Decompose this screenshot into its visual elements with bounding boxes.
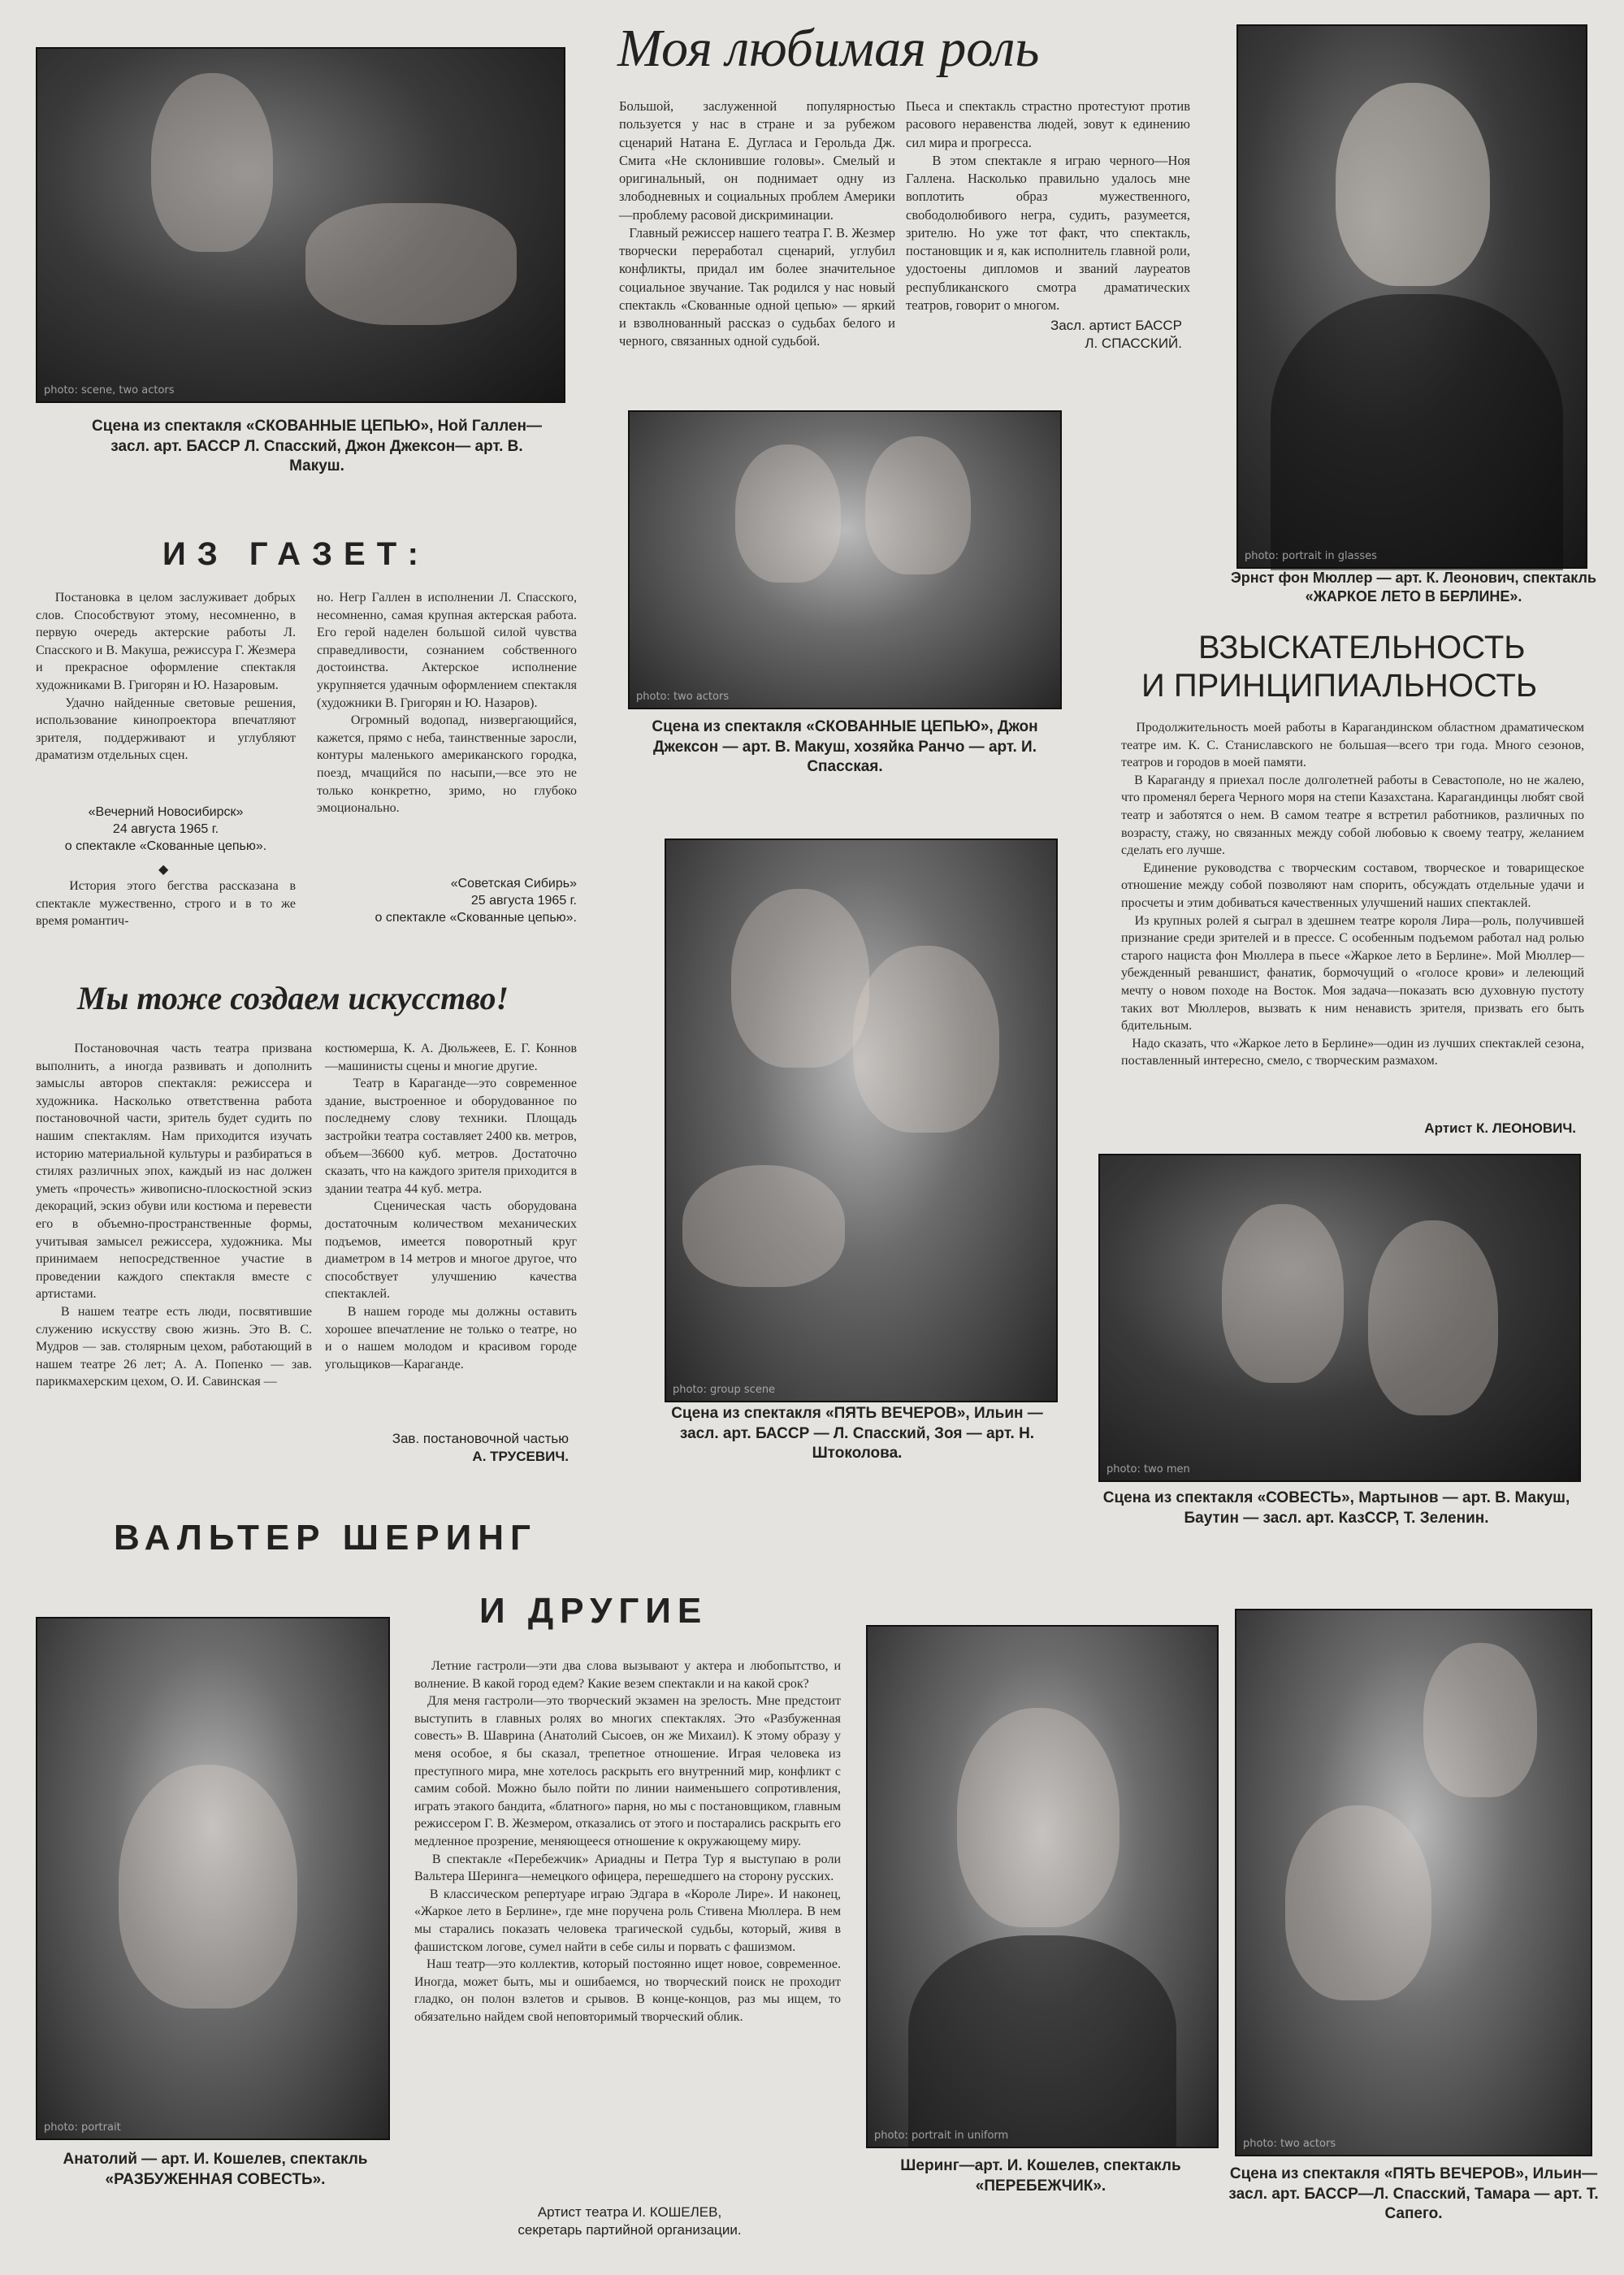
vzysk-signature: Артист К. ЛЕОНОВИЧ.: [1424, 1120, 1576, 1136]
divider-diamond: ◆: [158, 863, 169, 877]
caption-photo-5: Сцена из спектакля «СОВЕСТЬ», Мартынов — арт. В. Макуш, Баутин — засл. арт. КазССР, Т. Зеленин.: [1102, 1489, 1570, 1527]
iz-gazet-col-1: Постановка в целом заслуживает добрых слов. Способствуют этому, несомненно, в первую очередь актерские работы Л. Спасского и В. Макуша, режиссура Г. Жезмера и прекрасное оформление спектакля художниками В. Григорян и Ю. Назаровым. Удачно найденные световые решения, использование кинопроектора впечатляют зрителя, поддерживают и углубляют драматизм отдельных сцен.: [36, 591, 297, 763]
vzysk-heading-2: И ПРИНЦИПИАЛЬНОСТЬ: [1141, 668, 1538, 704]
lead-col-2: Пьеса и спектакль страстно протестуют против расового неравенства людей, зовут к единению сил мира и прогресса. В этом спектакле я играю черного—Ноя Галлена. Насколько правильно удалось мне воплотить образ мужественного, свободолюбивого негра, судить, разумеется, зрителю. Но уже тот факт, что спектакль, постановщик и я, как исполнитель главной роли, удостоены дипломов и званий лауреатов республиканского смотра драматических театров, говорит о многом.: [906, 98, 1190, 313]
shering-heading-1: ВАЛЬТЕР ШЕРИНГ: [114, 1518, 537, 1558]
shering-heading-2: И ДРУГИЕ: [479, 1591, 708, 1631]
my-tozhe-sig-title: Зав. постановочной частью: [392, 1431, 569, 1446]
caption-photo-6: Анатолий — арт. И. Кошелев, спектакль «РАЗБУЖЕННАЯ СОВЕСТЬ».: [63, 2151, 368, 2188]
iz-gazet-source-1: «Вечерний Новосибирск» 24 августа 1965 г. о спектакле «Скованные цепью».: [64, 805, 267, 853]
shering-signature: Артист театра И. КОШЕЛЕВ, секретарь партийной организации.: [518, 2204, 742, 2238]
photo-pyat-vecherov-1: photo: group scene: [665, 838, 1058, 1402]
caption-photo-1: Сцена из спектакля «СКОВАННЫЕ ЦЕПЬЮ», Ной Галлен—засл. арт. БАССР Л. Спасский, Джон Джексон— арт. В. Макуш.: [92, 418, 542, 475]
photo-sovest: photo: two men: [1098, 1154, 1581, 1482]
lead-signature: [906, 317, 1182, 353]
iz-gazet-source-2: «Советская Сибирь» 25 августа 1965 г. о спектакле «Скованные цепью».: [375, 877, 577, 925]
lead-col-1: Большой, заслуженной популярностью пользуется у нас в стране и за рубежом сценарий Натана Е. Дугласа и Герольда Дж. Смита «Не склонившие головы». Смелый и оригинальный, он поднимает одну из злободневных и социальных проблем Америки—проблему расовой дискриминации. Главный режиссер нашего театра Г. В. Жезмер творчески переработал сценарий, углубил конфликты, придал им более значительное социальное звучание. Так родился у нас новый спектакль «Скованные одной цепью» — яркий и взволнованный рассказ о судьбах белого и черного, связанных одной судьбой.: [619, 98, 895, 349]
iz-gazet-col-1b: История этого бегства рассказана в спектакле мужественно, строго и в то же время романтич-: [36, 879, 300, 929]
caption-photo-4: Сцена из спектакля «ПЯТЬ ВЕЧЕРОВ», Ильин — засл. арт. БАССР — Л. Спасский, Зоя — арт. Н. Штоколова.: [671, 1405, 1043, 1462]
lead-signature-title: Засл. артист БАССР: [1050, 318, 1182, 333]
photo-anatoliy: photo: portrait: [36, 1617, 390, 2140]
photo-skovannye-1: photo: scene, two actors: [36, 47, 565, 403]
page-headline: Моя любимая роль: [617, 19, 1040, 78]
caption-photo-8: Сцена из спектакля «ПЯТЬ ВЕЧЕРОВ», Ильин—засл. арт. БАССР—Л. Спасский, Тамара — арт. Т. Сапего.: [1228, 2165, 1599, 2223]
my-tozhe-signature: [325, 1430, 569, 1466]
photo-mueller-portrait: photo: portrait in glasses: [1236, 24, 1587, 569]
lead-signature-name: Л. СПАССКИЙ.: [1085, 336, 1182, 352]
vzysk-heading-1: ВЗЫСКАТЕЛЬНОСТЬ: [1198, 630, 1526, 665]
photo-pyat-vecherov-2: photo: two actors: [1235, 1609, 1592, 2156]
my-tozhe-col-1: Постановочная часть театра призвана выполнить, а иногда развивать и дополнить замыслы авторов спектакля: режиссера и художника. Насколько ответственна работа постановочной части, зритель будет судить по нашим спектаклям. Нам приходится изучать историю материальной культуры и разбираться в стилях различных эпох, каждый из нас должен уметь «прочесть» живописно-плоскостной эскиз декораций, эскиз обуви или костюма и перевести его в объемно-пространственные формы, учитывая замысел режиссера, художника. Мы принимаем непосредственное участие в проведении каждого спектакля вместе с артистами. В нашем театре есть люди, посвятившие служению искусству свою жизнь. Это В. С. Мудров — зав. столярным цехом, работающий в нашем театре 26 лет; А. А. Попенко — зав. парикмахерским цехом, О. И. Савинская —: [36, 1042, 313, 1389]
photo-skovannye-2: photo: two actors: [628, 410, 1062, 709]
caption-photo-7: Шеринг—арт. И. Кошелев, спектакль «ПЕРЕБЕЖЧИК».: [900, 2157, 1181, 2195]
iz-gazet-col-2: но. Негр Галлен в исполнении Л. Спасского, несомненно, самая крупная актерская работа. Его герой наделен большой силой чувства справедливости, сознанием собственного достоинства. Актерское исполнение укрупняется удачным оформлением спектакля (художники В. Григорян и Ю. Назаров). Огромный водопад, низвергающийся, кажется, прямо с неба, таинственные заросли, контуры маленького американского городка, поезд, мчащийся по насыпи,—все это не только конкретно, зримо, но глубоко эмоционально.: [317, 591, 578, 816]
vzysk-body: Продолжительность моей работы в Карагандинском областном драматическом театре им. К. С. Станиславского не большая—всего три года. Много сезонов, театров и городов в моей памяти. В Караганду я приехал после долголетней работы в Севастополе, но не жалею, что променял берега Черного моря на степи Казахстана. Карагандинцы любят свой театр и заботятся о нем. В самом театре я встретил работников, различных по возрасту, стажу, но связанных между собой любовью к своему театру, желанием сделать его лучше. Единение руководства с творческим составом, творческое и товарищеское отношение между собой позволяют нам спорить, обсуждать отдельные удачи и просчеты и этим добиваться качественных улучшений наших спектаклей. Из крупных ролей я сыграл в здешнем театре короля Лира—роль, получившей признание среди зрителей и в прессе. С особенным подъемом работал над ролью старого нациста фон Мюллера в пьесе «Жаркое лето в Берлине». Мой Мюллер—убежденный реваншист, фанатик, бормочущий о «голосе крови» и лелеющий мечту о новом походе на Восток. Моя задача—показать всю духовную пустоту таких вот Мюллеров, вызвать к ним ненависть зрителя, призвать его быть бдительным. Надо сказать, что «Жаркое лето в Берлине»—один из лучших спектаклей сезона, поставленный интересно, смело, с творческим размахом.: [1121, 721, 1585, 1068]
caption-photo-3: Эрнст фон Мюллер — арт. К. Леонович, спектакль «ЖАРКОЕ ЛЕТО В БЕРЛИНЕ».: [1231, 570, 1596, 605]
caption-photo-2: Сцена из спектакля «СКОВАННЫЕ ЦЕПЬЮ», Джон Джексон — арт. В. Макуш, хозяйка Ранчо — арт. И. Спасская.: [652, 718, 1038, 776]
iz-gazet-heading: ИЗ ГАЗЕТ:: [162, 536, 430, 572]
my-tozhe-col-2: костюмерша, К. А. Дюльжеев, Е. Г. Коннов—машинисты сцены и многие другие. Театр в Караганде—это современное здание, выстроенное и оборудованное по последнему слову техники. Площадь застройки театра составляет 2400 кв. метров, объем—36600 куб. метров. Достаточно сказать, что на каждого зрителя приходится в здании театра 44 куб. метра. Сценическая часть оборудована достаточным количеством механических подъемов, имеется поворотный круг диаметром в 14 метров и многое другое, что способствует улучшению качества спектаклей. В нашем городе мы должны оставить хорошее впечатление не только о театре, но и о нашем молодом и красивом городе угольщиков—Караганде.: [325, 1042, 578, 1372]
shering-body: Летние гастроли—эти два слова вызывают у актера и любопытство, и волнение. В какой город едем? Какие везем спектакли и на какой срок? Для меня гастроли—это творческий экзамен на зрелость. Мне предстоит выступить в главных ролях во многих спектаклях. Это «Разбуженная совесть» В. Шаврина (Анатолий Сысоев, он же Михаил). К этому образу у меня особое, я бы сказал, трепетное отношение. Играя человека из преступного мира, мне хотелось раскрыть его внутренний мир, конфликт с самим собой. Можно было пойти по линии наименьшего сопротивления, играть этакого бандита, «блатного» парня, но мы с постановщиком, главным режиссером Г. В. Жезмером, отказались от этого и постарались раскрыть его медленное прозрение, меняющееся отношение к окружающему миру. В спектакле «Перебежчик» Ариадны и Петра Тур я выступаю в роли Вальтера Шеринга—немецкого офицера, перешедшего на сторону русских. В классическом репертуаре играю Эдгара в «Короле Лире». И наконец, «Жаркое лето в Берлине», где мне поручена роль Стивена Мюллера. В нем мы старались показать человека трагической судьбы, который, живя в фашистском логове, сумел найти в себе силы и порвать с фашизмом. Наш театр—это коллектив, который постоянно ищет новое, современное. Иногда, может быть, мы и ошибаемся, но творческий поиск не проходит гладко, он полон взлетов и срывов. В конце-концов, раз мы ищем, то обязательно найдем свой неповторимый творческий облик.: [414, 1659, 842, 2024]
my-tozhe-sig-name: А. ТРУСЕВИЧ.: [472, 1449, 569, 1465]
photo-shering: photo: portrait in uniform: [866, 1625, 1219, 2148]
my-tozhe-heading: Мы тоже создаем искусство!: [77, 980, 509, 1016]
